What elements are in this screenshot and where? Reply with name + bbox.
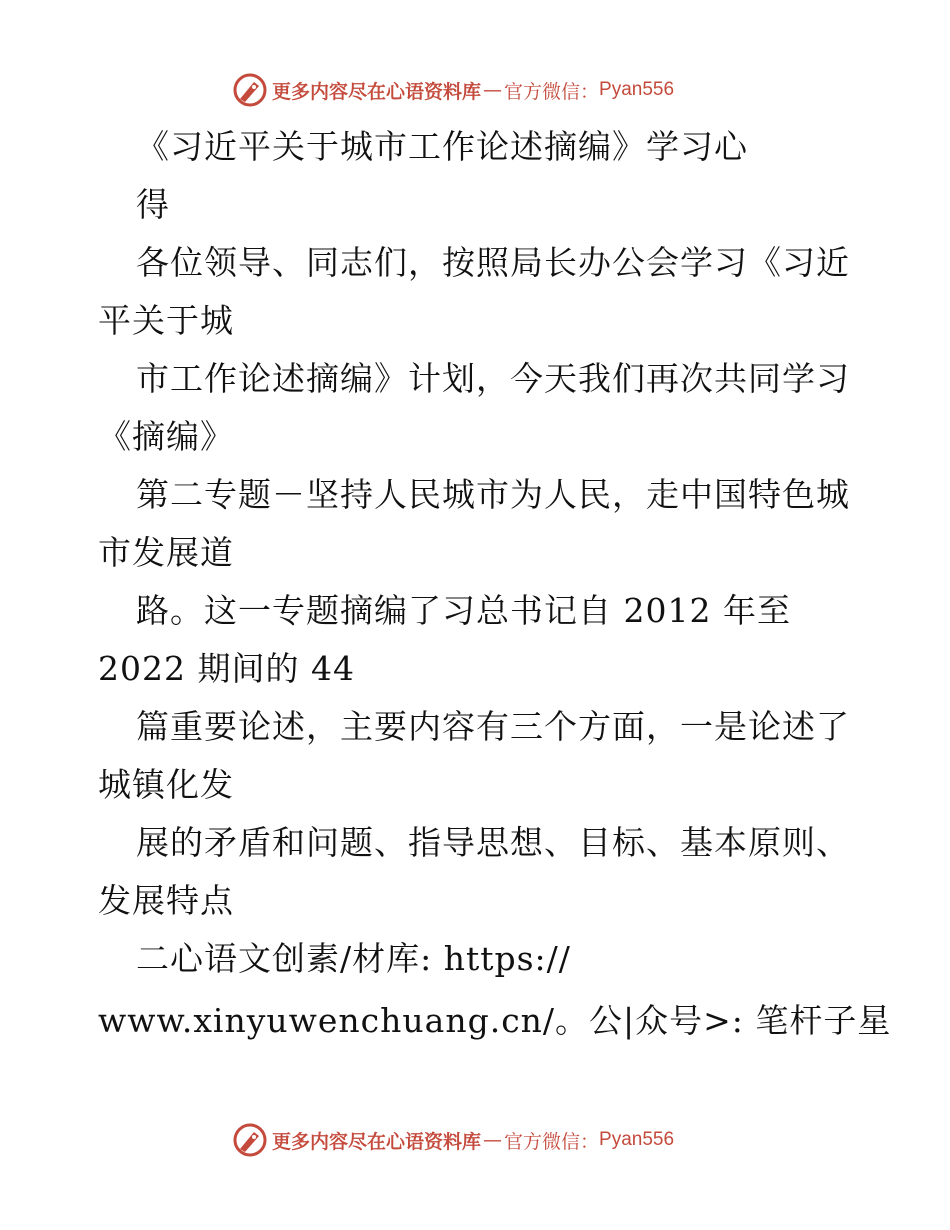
paragraph-line: 《摘编》 — [98, 417, 234, 456]
watermark-promo-text: 更多内容尽在心语资料库 — [272, 80, 482, 103]
paragraph-line: 各位领导、同志们，按照局长办公会学习《习近 — [136, 243, 850, 282]
watermark-separator: — — [483, 1129, 503, 1151]
watermark-promo-text: 更多内容尽在心语资料库 — [272, 1130, 482, 1153]
paragraph-line: 第二专题－坚持人民城市为人民，走中国特色城 — [136, 475, 850, 514]
watermark-wechat-id: Pyan556 — [599, 79, 675, 100]
paragraph-line: 平关于城 — [98, 301, 234, 340]
paragraph-line: 市工作论述摘编》计划，今天我们再次共同学习 — [136, 359, 850, 398]
pen-nib-logo-icon — [232, 72, 268, 108]
watermark-wechat-id: Pyan556 — [599, 1129, 675, 1150]
paragraph-line: 展的矛盾和问题、指导思想、目标、基本原则、 — [136, 823, 850, 862]
paragraph-line: 2022 期间的 44 — [98, 649, 355, 688]
header-watermark — [232, 70, 674, 110]
watermark-contact-label: 官方微信： — [504, 80, 600, 103]
watermark-contact-label: 官方微信： — [504, 1130, 600, 1153]
paragraph-line: 篇重要论述，主要内容有三个方面，一是论述了 — [136, 707, 850, 746]
paragraph-line: 城镇化发 — [98, 765, 234, 804]
paragraph-line: 市发展道 — [98, 533, 234, 572]
document-title-line-1: 《习近平关于城市工作论述摘编》学习心 — [136, 127, 748, 166]
paragraph-line: 发展特点 — [98, 881, 234, 920]
source-line: www.xinyuwenchuang.cn/。公|众号>: 笔杆子星 — [98, 1001, 892, 1040]
document-title-line-2: 得 — [136, 185, 170, 224]
footer-watermark — [232, 1120, 674, 1160]
source-line: 二心语文创素/材库: https:// — [136, 939, 571, 978]
paragraph-line: 路。这一专题摘编了习总书记自 2012 年至 — [136, 591, 791, 630]
watermark-separator: — — [483, 79, 503, 101]
pen-nib-logo-icon — [232, 1122, 268, 1158]
